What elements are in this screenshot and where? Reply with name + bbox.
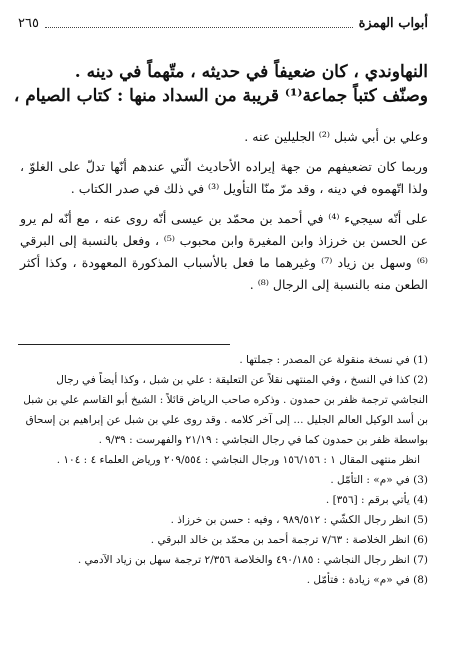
footnote: (8) في «م» زيادة : فتأمّل .	[306, 574, 428, 586]
page-number: ٢٦٥	[18, 15, 39, 31]
footnote: (5) انظر رجال الكشّي : ٩٨٩/٥١٢ ، وفيه : حسن بن خرزاذ .	[170, 514, 428, 526]
paragraph: وربما كان تضعيفهم من جهة إيراده الأحاديث الّتي عندهم أنّها تدلّ على الغلوّ ، ولذا اتّهموه في دينه ، وقد مرّ منّا التأويل ⁽³⁾ في ذلك في صدر الكتاب .	[20, 159, 428, 196]
lead-line: وصنّف كتباً جماعة⁽¹⁾ قريبة من السداد منها : كتاب الصيام ،	[13, 86, 428, 106]
footnote-separator	[18, 344, 230, 345]
header-leader-dots	[45, 18, 353, 28]
footnotes	[20, 350, 428, 590]
footnote: (6) انظر الخلاصة : ٧/٦٣ ترجمة أحمد بن محمّد بن خالد البرقي .	[150, 534, 428, 546]
header-title: أبواب الهمزة	[358, 15, 428, 31]
footnote: (2) كذا في النسخ ، وفي المنتهى نقلاً عن التعليقة : علي بن شبل ، وكذا أيضاً في رجال النجاشي ترجمة ظفر بن حمدون . وذكره صاحب الرياض قائلاً : الشيخ أبو القاسم علي بن شبل بن أسد الوكيل العالم الجليل ... إلى آخر كلامه . وقد روى علي بن شبل عن إبراهيم بن إسحاق بواسطة ظفر بن حمدون كما في رجال النجاشي : ٢١/١٩ والفهرست : ٩/٣٩ .	[23, 374, 428, 446]
footnote-continuation: انظر منتهى المقال ١ : ١٥٦/١٥٦ ورجال النجاشي : ٢٠٩/٥٥٤ ورياض العلماء ٤ : ١٠٤ .	[56, 454, 420, 466]
running-header	[18, 12, 428, 34]
footnote: (4) يأتي برقم : [٣٥٦] .	[325, 494, 428, 506]
footnote: (1) في نسخة منقولة عن المصدر : جملتها .	[239, 354, 428, 366]
footnote: (3) في «م» : التأمّل .	[330, 474, 428, 486]
lead-line: النهاوندي ، كان ضعيفاً في حديثه ، متّهماً في دينه .	[74, 62, 428, 82]
paragraph: على أنّه سيجيء ⁽⁴⁾ في أحمد بن محمّد بن عيسى أنّه روى عنه ، مع أنّه لم يرو عن الحسن بن خرزاذ وابن المغيرة وابن محبوب ⁽⁵⁾ ، وفعل بالنسبة إلى البرقي ⁽⁶⁾ وسهل بن زياد ⁽⁷⁾ وغيرهما ما فعل بالأسباب المذكورة المعهودة ، وكذا أكثر الطعن منه بالنسبة إلى الرجال ⁽⁸⁾ .	[20, 211, 428, 292]
footnote: (7) انظر رجال النجاشي : ٤٩٠/١٨٥ والخلاصة ٢/٣٥٦ ترجمة سهل بن زياد الآدمي .	[77, 554, 428, 566]
main-text	[20, 126, 428, 304]
paragraph: وعلي بن أبي شبل ⁽²⁾ الجليلين عنه .	[244, 129, 428, 144]
lead-text	[13, 60, 428, 108]
